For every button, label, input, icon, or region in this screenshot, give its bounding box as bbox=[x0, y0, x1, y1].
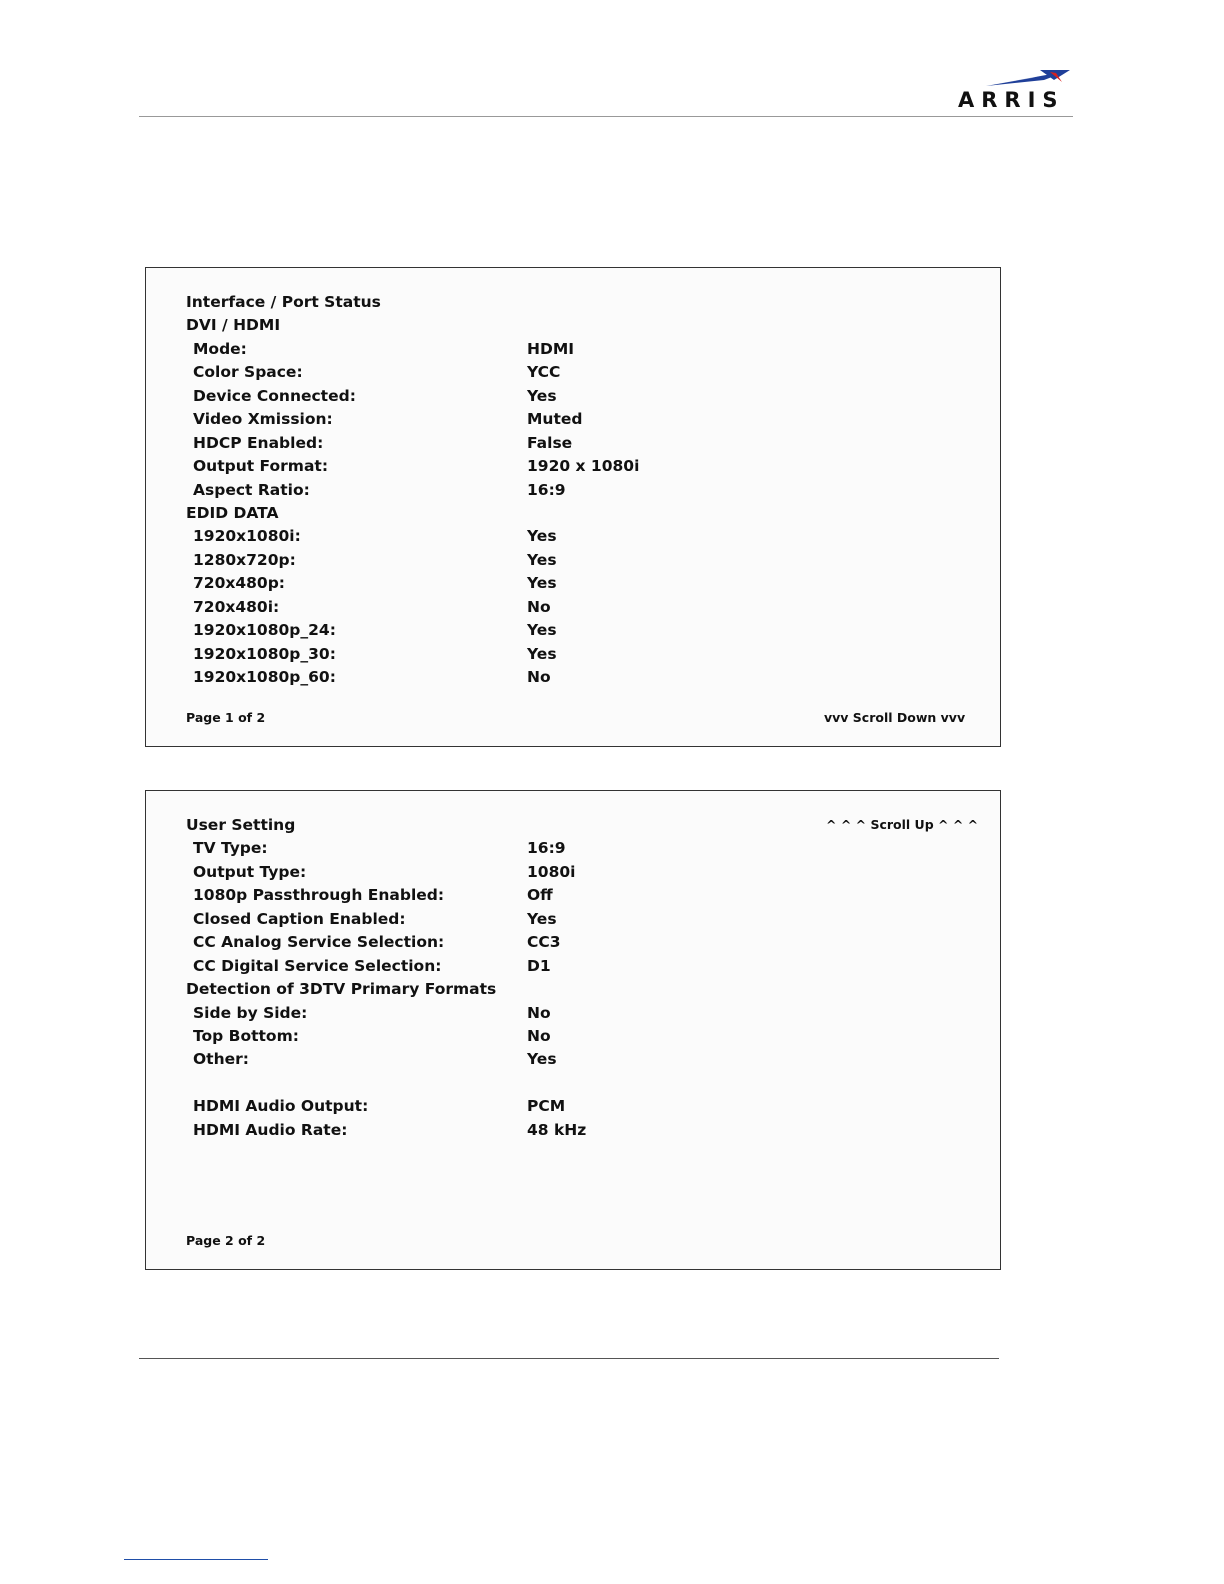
row-value: No bbox=[527, 1026, 551, 1045]
row-value: Yes bbox=[527, 386, 557, 405]
row-label: 720x480p: bbox=[193, 574, 286, 593]
row-label: 1920x1080p_30: bbox=[193, 644, 336, 663]
row-label: 1080p Passthrough Enabled: bbox=[193, 886, 445, 905]
status-row bbox=[186, 596, 551, 619]
settings-row bbox=[186, 1119, 587, 1142]
status-row bbox=[186, 619, 557, 642]
settings-row bbox=[186, 931, 561, 954]
row-label: Top Bottom: bbox=[193, 1026, 299, 1045]
row-value: 16:9 bbox=[527, 480, 566, 499]
row-value: HDMI bbox=[527, 339, 575, 358]
row-label: HDMI Audio Rate: bbox=[193, 1120, 348, 1139]
row-label: Video Xmission: bbox=[193, 410, 333, 429]
row-value: YCC bbox=[527, 363, 561, 382]
row-value: Off bbox=[527, 886, 553, 905]
row-label: Aspect Ratio: bbox=[193, 480, 310, 499]
scroll-up-hint[interactable]: ^ ^ ^ Scroll Up ^ ^ ^ bbox=[826, 817, 979, 832]
status-row bbox=[186, 479, 566, 502]
status-row bbox=[186, 643, 557, 666]
scroll-down-hint[interactable]: vvv Scroll Down vvv bbox=[824, 710, 966, 725]
status-row bbox=[186, 408, 583, 431]
row-value: PCM bbox=[527, 1097, 566, 1116]
page-indicator: Page 1 of 2 bbox=[186, 710, 266, 725]
status-row bbox=[186, 338, 575, 361]
settings-row bbox=[186, 1048, 557, 1071]
screen-interface-port-status bbox=[145, 267, 1001, 747]
screen-title: User Setting bbox=[186, 816, 296, 834]
settings-row bbox=[186, 1095, 566, 1118]
footer-rule bbox=[139, 1358, 999, 1359]
screen-title: Interface / Port Status bbox=[186, 293, 381, 311]
row-value: 48 kHz bbox=[527, 1120, 587, 1139]
row-value: D1 bbox=[527, 956, 551, 975]
status-row bbox=[186, 455, 640, 478]
row-value: CC3 bbox=[527, 933, 561, 952]
row-label: 1920x1080p_24: bbox=[193, 621, 336, 640]
logo-text: ARRIS bbox=[958, 88, 1065, 112]
row-label: Side by Side: bbox=[193, 1003, 308, 1022]
status-row bbox=[186, 549, 557, 572]
status-row bbox=[186, 432, 573, 455]
section-heading: Detection of 3DTV Primary Formats bbox=[186, 980, 497, 999]
row-value: No bbox=[527, 597, 551, 616]
header-rule bbox=[139, 116, 1073, 117]
row-label: Other: bbox=[193, 1050, 249, 1069]
settings-row bbox=[186, 861, 576, 884]
row-label: 1920x1080i: bbox=[193, 527, 301, 546]
settings-row bbox=[186, 908, 557, 931]
row-value: Muted bbox=[527, 410, 583, 429]
page-indicator: Page 2 of 2 bbox=[186, 1233, 266, 1248]
row-value: Yes bbox=[527, 550, 557, 569]
status-row bbox=[186, 361, 561, 384]
settings-list bbox=[186, 814, 587, 1142]
row-label: Mode: bbox=[193, 339, 247, 358]
settings-row bbox=[186, 1002, 551, 1025]
row-label: HDMI Audio Output: bbox=[193, 1097, 369, 1116]
row-label: Output Type: bbox=[193, 862, 307, 881]
section-heading: DVI / HDMI bbox=[186, 316, 281, 335]
row-value: Yes bbox=[527, 621, 557, 640]
row-label: Closed Caption Enabled: bbox=[193, 909, 406, 928]
row-value: 1080i bbox=[527, 862, 576, 881]
settings-row bbox=[186, 955, 551, 978]
status-row bbox=[186, 572, 557, 595]
row-label: TV Type: bbox=[193, 839, 268, 858]
spacer bbox=[186, 1072, 496, 1095]
row-value: Yes bbox=[527, 644, 557, 663]
row-label: 720x480i: bbox=[193, 597, 280, 616]
settings-row bbox=[186, 884, 553, 907]
row-label: Color Space: bbox=[193, 363, 303, 382]
status-row bbox=[186, 525, 557, 548]
settings-row bbox=[186, 1025, 551, 1048]
row-value: Yes bbox=[527, 574, 557, 593]
row-label: Device Connected: bbox=[193, 386, 356, 405]
row-label: CC Digital Service Selection: bbox=[193, 956, 442, 975]
status-row bbox=[186, 385, 557, 408]
status-row bbox=[186, 666, 551, 689]
row-value: Yes bbox=[527, 909, 557, 928]
row-label: HDCP Enabled: bbox=[193, 433, 324, 452]
row-value: Yes bbox=[527, 527, 557, 546]
logo-swoosh-icon bbox=[984, 68, 1074, 90]
row-value: False bbox=[527, 433, 573, 452]
row-label: Output Format: bbox=[193, 457, 329, 476]
footer-link-underline bbox=[124, 1559, 268, 1560]
row-value: 16:9 bbox=[527, 839, 566, 858]
section-heading: EDID DATA bbox=[186, 503, 279, 522]
screen-user-setting bbox=[145, 790, 1001, 1270]
row-label: 1920x1080p_60: bbox=[193, 668, 336, 686]
row-value: Yes bbox=[527, 1050, 557, 1069]
settings-row bbox=[186, 837, 566, 860]
row-value: No bbox=[527, 668, 551, 686]
row-label: CC Analog Service Selection: bbox=[193, 933, 445, 952]
arris-logo bbox=[956, 68, 1076, 114]
row-value: 1920 x 1080i bbox=[527, 457, 640, 476]
row-label: 1280x720p: bbox=[193, 550, 296, 569]
row-value: No bbox=[527, 1003, 551, 1022]
status-list bbox=[186, 291, 640, 689]
